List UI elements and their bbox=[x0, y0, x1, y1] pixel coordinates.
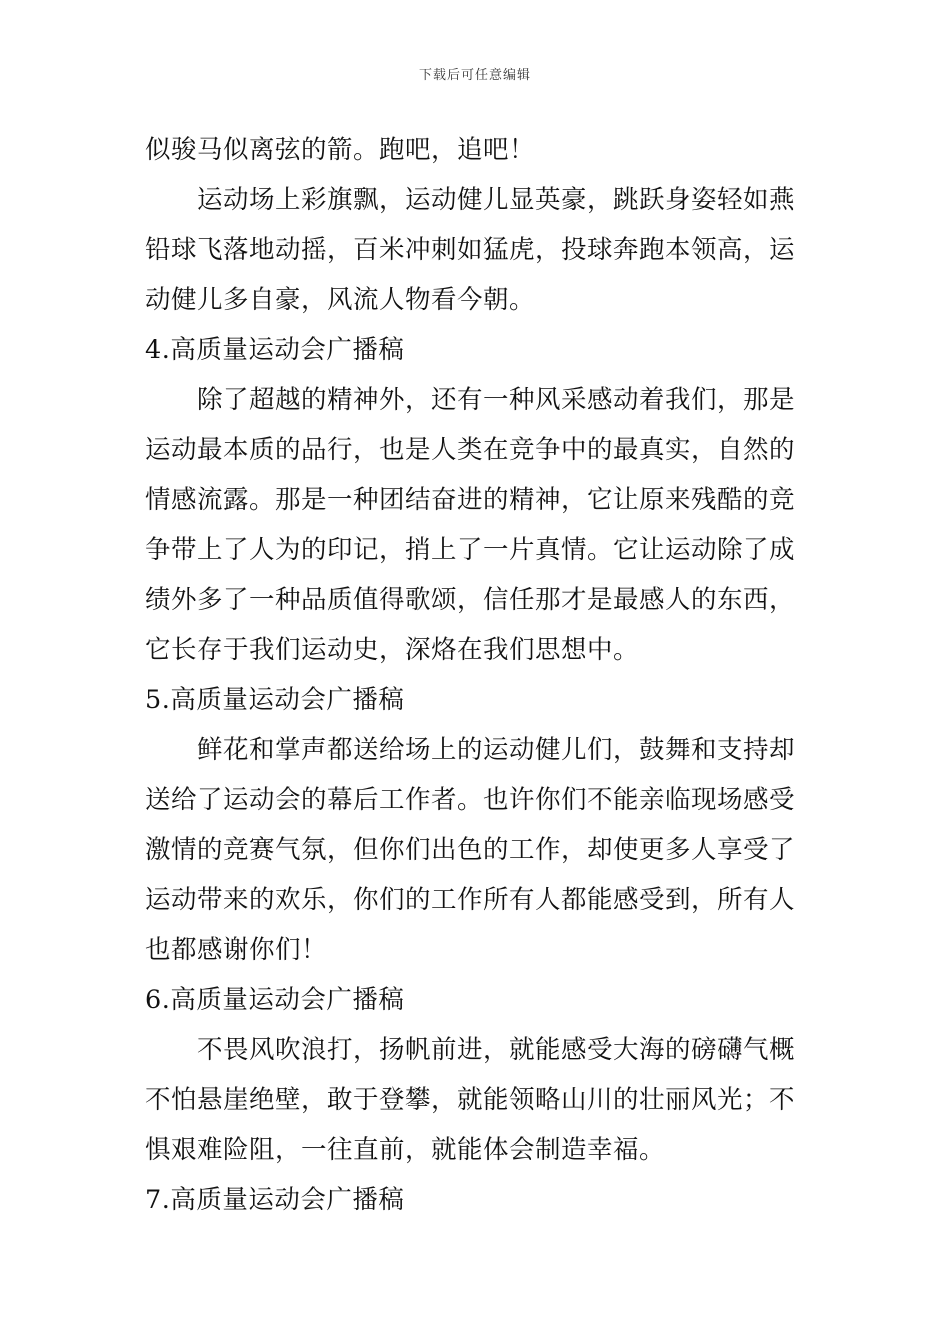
paragraph-line: 不怕悬崖绝壁，敢于登攀，就能领略山川的壮丽风光；不 bbox=[145, 1085, 796, 1115]
section-heading: 6.高质量运动会广播稿 bbox=[145, 985, 405, 1015]
paragraph-line: 除了超越的精神外，还有一种风采感动着我们，那是 bbox=[197, 385, 796, 415]
paragraph-line: 情感流露。那是一种团结奋进的精神，它让原来残酷的竞 bbox=[145, 485, 796, 515]
page-header: 下载后可任意编辑 bbox=[418, 68, 531, 83]
paragraph-line: 运动带来的欢乐，你们的工作所有人都能感受到，所有人 bbox=[145, 885, 796, 915]
paragraph-line: 激情的竞赛气氛，但你们出色的工作，却使更多人享受了 bbox=[145, 835, 796, 865]
paragraph-line: 绩外多了一种品质值得歌颂，信任那才是最感人的东西， bbox=[145, 585, 796, 615]
paragraph-line: 运动场上彩旗飘，运动健儿显英豪，跳跃身姿轻如燕 bbox=[197, 185, 796, 215]
paragraph-line: 惧艰难险阻，一往直前，就能体会制造幸福。 bbox=[145, 1135, 666, 1165]
paragraph-line: 争带上了人为的印记，捎上了一片真情。它让运动除了成 bbox=[145, 535, 796, 565]
section-heading: 7.高质量运动会广播稿 bbox=[145, 1185, 405, 1215]
paragraph-line: 送给了运动会的幕后工作者。也许你们不能亲临现场感受 bbox=[145, 785, 796, 815]
paragraph-line: 它长存于我们运动史，深烙在我们思想中。 bbox=[145, 635, 640, 665]
paragraph-line: 鲜花和掌声都送给场上的运动健儿们，鼓舞和支持却 bbox=[197, 735, 796, 765]
paragraph-line: 似骏马似离弦的箭。跑吧，追吧！ bbox=[145, 135, 536, 165]
paragraph-line: 不畏风吹浪打，扬帆前进，就能感受大海的磅礴气概 bbox=[197, 1035, 796, 1065]
paragraph-line: 也都感谢你们！ bbox=[145, 935, 328, 965]
section-heading: 5.高质量运动会广播稿 bbox=[145, 685, 405, 715]
document-body bbox=[145, 125, 807, 1225]
paragraph-line: 运动最本质的品行，也是人类在竞争中的最真实，自然的 bbox=[145, 435, 796, 465]
paragraph-line: 铅球飞落地动摇，百米冲刺如猛虎，投球奔跑本领高，运 bbox=[145, 235, 796, 265]
section-heading: 4.高质量运动会广播稿 bbox=[145, 335, 405, 365]
paragraph-line: 动健儿多自豪，风流人物看今朝。 bbox=[145, 285, 536, 315]
